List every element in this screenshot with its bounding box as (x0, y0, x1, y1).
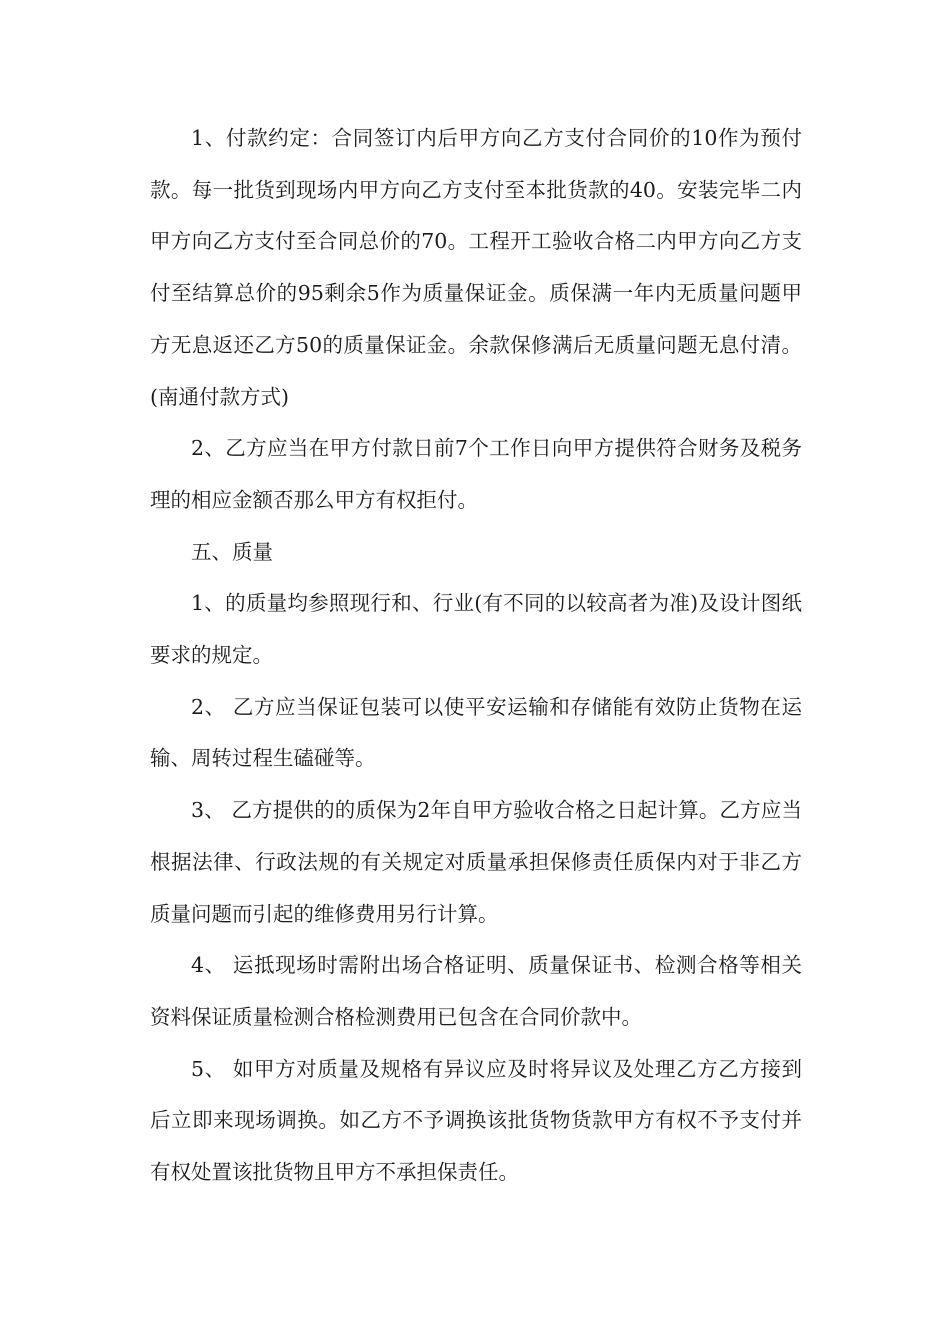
paragraph-objections: 5、 如甲方对质量及规格有异议应及时将异议及处理乙方乙方接到后立即来现场调换。如乙方不予调换该批货物货款甲方有权不予支付并有权处置该批货物且甲方不承担保责任。 (150, 1056, 802, 1185)
paragraph-payment-terms: 1、付款约定：合同签订内后甲方向乙方支付合同价的10作为预付款。每一批货到现场内甲方向乙方支付至本批货款的40。安装完毕二内甲方向乙方支付至合同总价的70。工程开工验收合格二内甲方向乙方支付至结算总价的95剩余5作为质量保证金。质保满一年内无质量问题甲方无息返还乙方50的质量保证金。余款保修满后无质量问题无息付清。(南通付款方式) (150, 126, 802, 409)
paragraph-invoice-requirement: 2、乙方应当在甲方付款日前7个工作日向甲方提供符合财务及税务理的相应金额否那么甲方有权拒付。 (150, 436, 802, 512)
paragraph-quality-standards: 1、的质量均参照现行和、行业(有不同的以较高者为准)及设计图纸要求的规定。 (150, 591, 802, 668)
paragraph-packaging: 2、 乙方应当保证包装可以使平安运输和存储能有效防止货物在运输、周转过程生磕碰等。 (150, 694, 802, 771)
section-heading-quality: 五、质量 (191, 539, 273, 564)
paragraph-warranty: 3、 乙方提供的的质保为2年自甲方验收合格之日起计算。乙方应当根据法律、行政法规的有关规定对质量承担保修责任质保内对于非乙方质量问题而引起的维修费用另行计算。 (150, 798, 802, 926)
paragraph-certificates: 4、 运抵现场时需附出场合格证明、质量保证书、检测合格等相关资料保证质量检测合格检测费用已包含在合同价款中。 (150, 953, 802, 1029)
document-page (150, 113, 802, 1199)
